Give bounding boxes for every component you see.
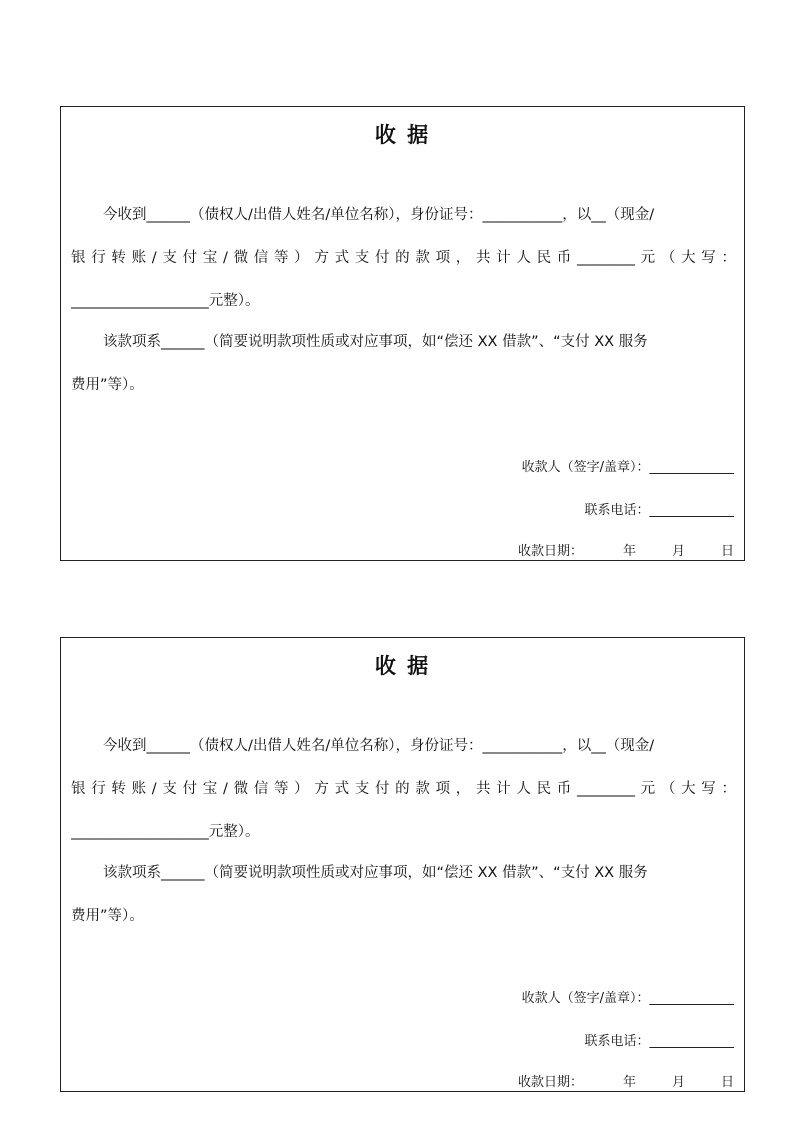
receipt-2 [60,637,745,1092]
receipt-line-amount-words: ___________________元整）。 [71,824,260,840]
receipt-line-method: 银行转账/支付宝/微信等）方式支付的款项，共计人民币________元（大写： [71,781,736,797]
contact-phone-field: 联系电话：_____________ [584,1034,734,1049]
receipt-line-payer: 今收到______（债权人/出借人姓名/单位名称），身份证号：___________，以__（现金/ [103,207,655,223]
payee-signature-field: 收款人（签字/盖章）：_____________ [521,991,734,1006]
receipt-line-purpose-end: 费用”等）。 [71,908,144,924]
receipt-line-method: 银行转账/支付宝/微信等）方式支付的款项，共计人民币________元（大写： [71,250,736,266]
date-year: 年 [622,544,636,559]
date-day: 日 [720,544,734,559]
receipt-title: 收 据 [374,654,431,678]
receipt-line-payer: 今收到______（债权人/出借人姓名/单位名称），身份证号：___________，以__（现金/ [103,738,655,754]
date-label: 收款日期： [517,1075,583,1090]
receipt-line-purpose: 该款项系______（简要说明款项性质或对应事项，如“偿还 XX 借款”、“支付 XX 服务 [103,865,648,881]
receipt-date-field [518,1074,734,1092]
contact-phone-field: 联系电话：_____________ [584,503,734,518]
date-year: 年 [622,1075,636,1090]
receipt-1 [60,106,745,561]
receipt-title: 收 据 [374,123,431,147]
payee-signature-field: 收款人（签字/盖章）：_____________ [521,460,734,475]
date-month: 月 [671,1075,685,1090]
date-month: 月 [671,544,685,559]
receipt-line-purpose: 该款项系______（简要说明款项性质或对应事项，如“偿还 XX 借款”、“支付 XX 服务 [103,334,648,350]
receipt-line-amount-words: ___________________元整）。 [71,293,260,309]
receipt-date-field [518,543,734,561]
date-label: 收款日期： [517,544,583,559]
date-day: 日 [720,1075,734,1090]
receipt-line-purpose-end: 费用”等）。 [71,377,144,393]
